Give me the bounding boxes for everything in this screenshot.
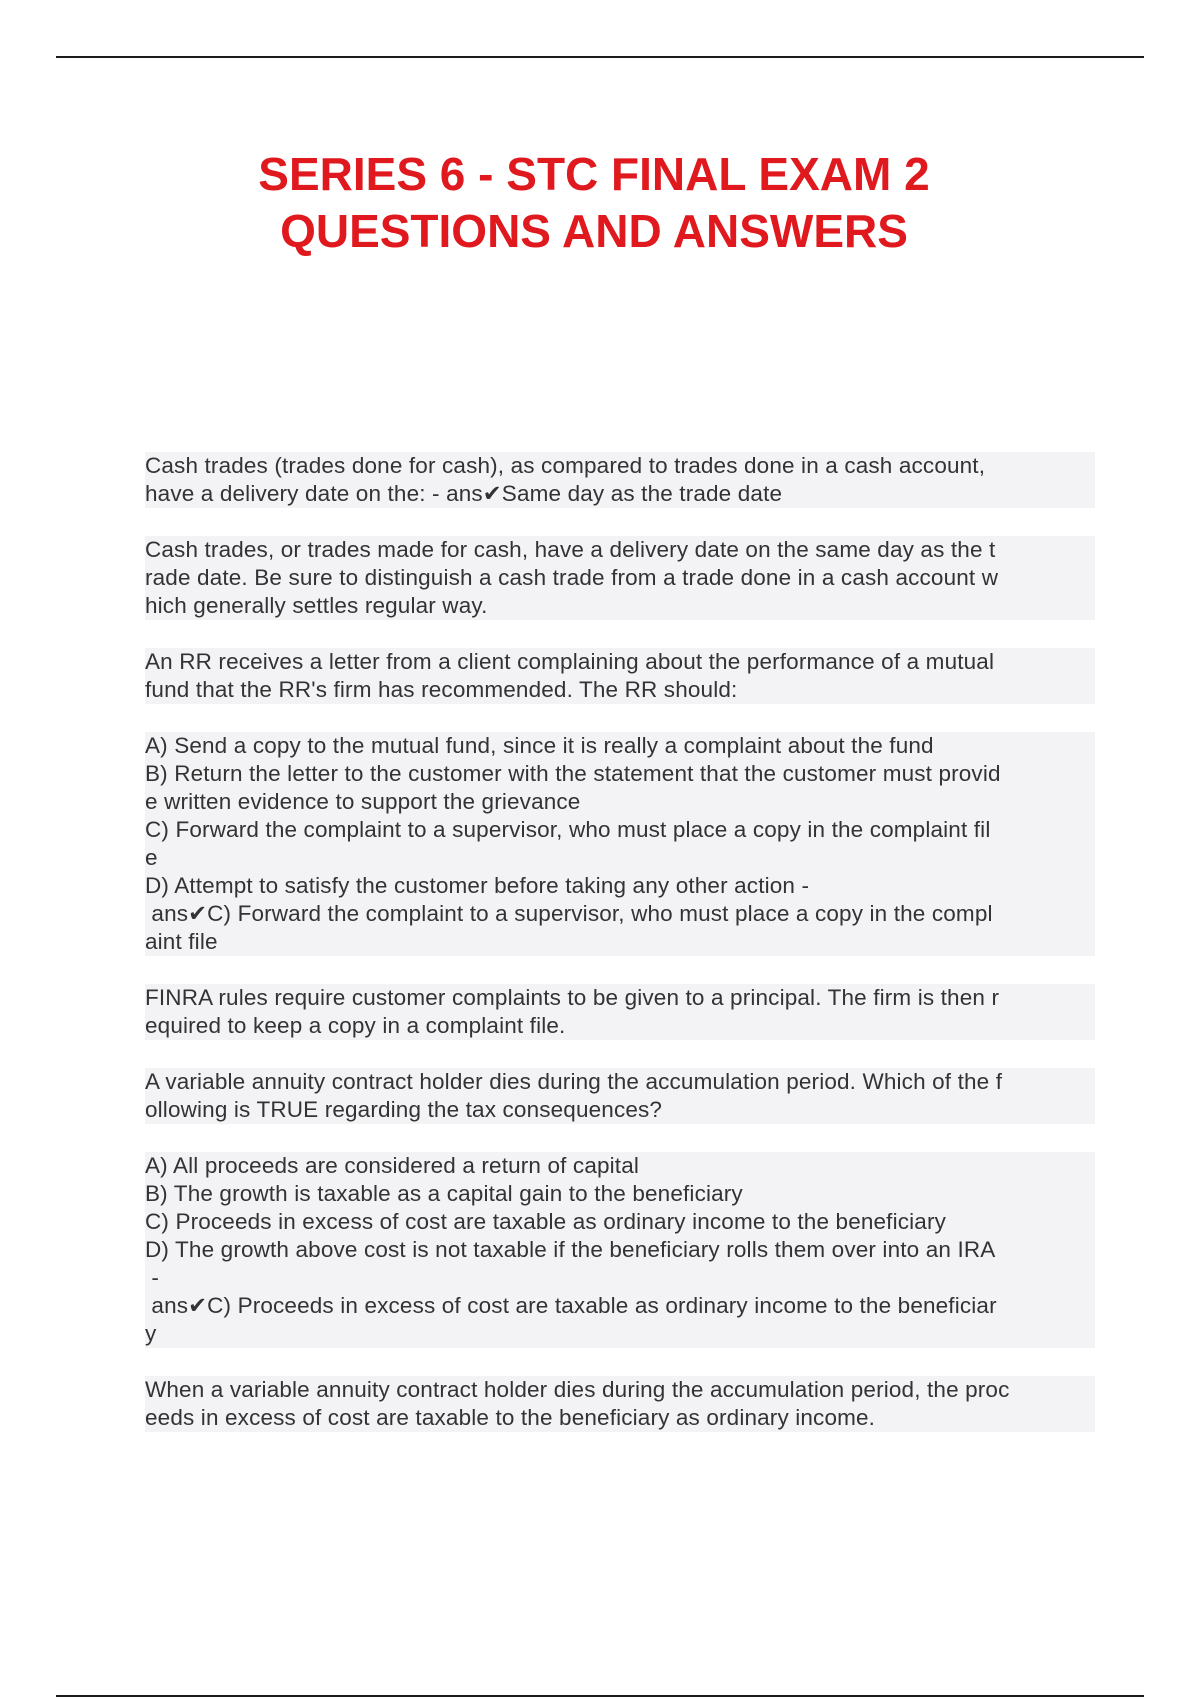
- top-rule: [56, 56, 1144, 58]
- text-line: Cash trades (trades done for cash), as compared to trades done in a cash account,: [145, 452, 1095, 480]
- text-line: eeds in excess of cost are taxable to the beneficiary as ordinary income.: [145, 1404, 1095, 1432]
- paragraph: [145, 536, 1095, 620]
- paragraph: [145, 1376, 1095, 1432]
- text-line: A variable annuity contract holder dies during the accumulation period. Which of the f: [145, 1068, 1095, 1096]
- text-line: aint file: [145, 928, 1095, 956]
- paragraph: [145, 452, 1095, 508]
- document-title: [0, 146, 1188, 260]
- document-body: [145, 452, 1095, 1460]
- text-line: rade date. Be sure to distinguish a cash trade from a trade done in a cash account w: [145, 564, 1095, 592]
- paragraph: [145, 1152, 1095, 1348]
- text-line: ollowing is TRUE regarding the tax consequences?: [145, 1096, 1095, 1124]
- text-line: ans✔C) Forward the complaint to a supervisor, who must place a copy in the compl: [145, 900, 1095, 928]
- text-line: e written evidence to support the grievance: [145, 788, 1095, 816]
- text-line: FINRA rules require customer complaints to be given to a principal. The firm is then r: [145, 984, 1095, 1012]
- text-line: equired to keep a copy in a complaint file.: [145, 1012, 1095, 1040]
- text-line: D) Attempt to satisfy the customer before taking any other action -: [145, 872, 1095, 900]
- text-line: fund that the RR's firm has recommended. The RR should:: [145, 676, 1095, 704]
- text-line: have a delivery date on the: - ans✔Same day as the trade date: [145, 480, 1095, 508]
- paragraph: [145, 648, 1095, 704]
- paragraph: [145, 1068, 1095, 1124]
- text-line: D) The growth above cost is not taxable if the beneficiary rolls them over into an IRA: [145, 1236, 1095, 1264]
- text-line: Cash trades, or trades made for cash, have a delivery date on the same day as the t: [145, 536, 1095, 564]
- text-line: ans✔C) Proceeds in excess of cost are taxable as ordinary income to the beneficiar: [145, 1292, 1095, 1320]
- text-line: C) Forward the complaint to a supervisor, who must place a copy in the complaint fil: [145, 816, 1095, 844]
- text-line: B) Return the letter to the customer with the statement that the customer must provid: [145, 760, 1095, 788]
- paragraph: [145, 732, 1095, 956]
- text-line: -: [145, 1264, 1095, 1292]
- text-line: When a variable annuity contract holder dies during the accumulation period, the proc: [145, 1376, 1095, 1404]
- text-line: y: [145, 1320, 1095, 1348]
- text-line: A) Send a copy to the mutual fund, since it is really a complaint about the fund: [145, 732, 1095, 760]
- title-line-1: SERIES 6 - STC FINAL EXAM 2: [258, 148, 930, 200]
- title-line-2: QUESTIONS AND ANSWERS: [280, 205, 908, 257]
- text-line: C) Proceeds in excess of cost are taxable as ordinary income to the beneficiary: [145, 1208, 1095, 1236]
- paragraph: [145, 984, 1095, 1040]
- text-line: hich generally settles regular way.: [145, 592, 1095, 620]
- text-line: A) All proceeds are considered a return of capital: [145, 1152, 1095, 1180]
- text-line: B) The growth is taxable as a capital gain to the beneficiary: [145, 1180, 1095, 1208]
- bottom-rule: [56, 1695, 1144, 1697]
- text-line: An RR receives a letter from a client complaining about the performance of a mutual: [145, 648, 1095, 676]
- text-line: e: [145, 844, 1095, 872]
